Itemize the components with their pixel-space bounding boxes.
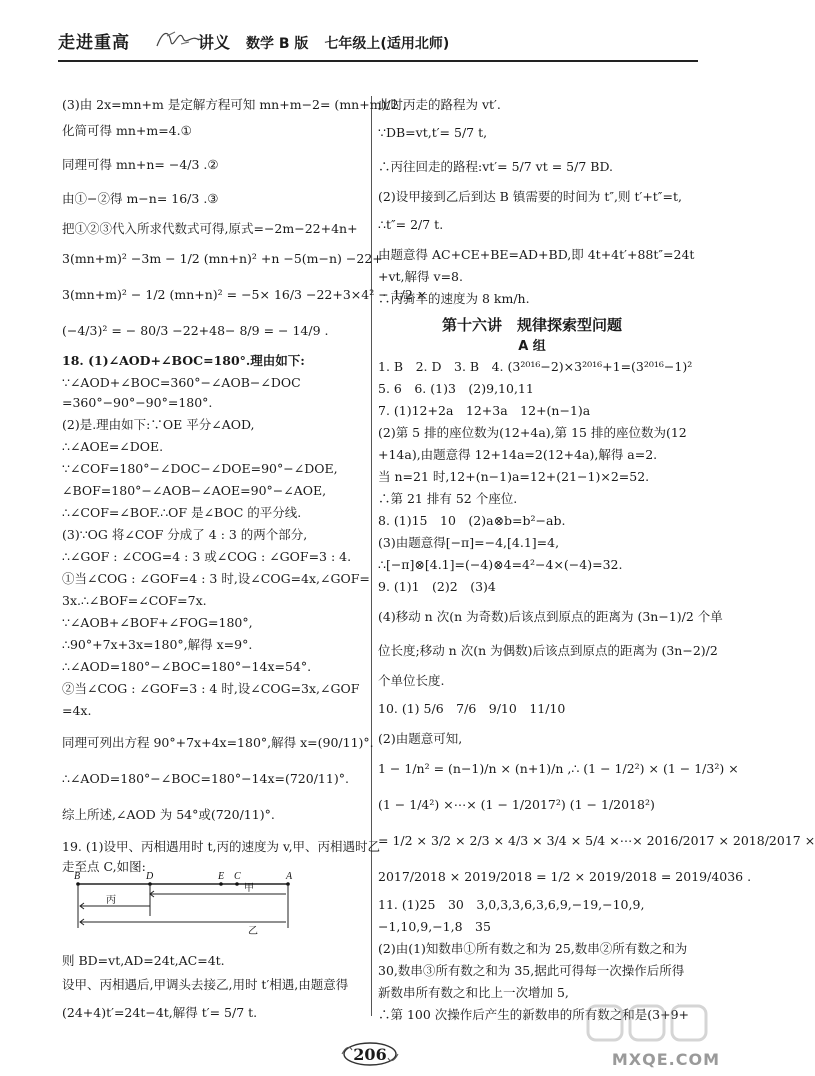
- text-line: ②当∠COG : ∠GOF=3 : 4 时,设∠COG=3x,∠GOF: [62, 681, 360, 696]
- header-subject: 数学 B 版: [246, 36, 309, 52]
- text-line: ①当∠COG : ∠GOF=4 : 3 时,设∠COG=4x,∠GOF=: [62, 571, 370, 586]
- column-divider: [371, 96, 372, 1016]
- text-line: ∵DB=vt,t′= 5/7 t,: [378, 125, 488, 140]
- distance-diagram: [68, 870, 298, 940]
- header-lecture: 讲义: [198, 33, 231, 52]
- text-line: ∵∠COF=180°−∠DOC−∠DOE=90°−∠DOE,: [62, 461, 338, 476]
- text-line: (2)设甲接到乙后到达 B 镇需要的时间为 t″,则 t′+t″=t,: [378, 189, 682, 204]
- text-line: 10. (1) 5/6 7/6 9/10 11/10: [378, 701, 566, 716]
- text-line: (1 − 1/4²) ×⋯× (1 − 1/2017²) (1 − 1/2018²): [378, 797, 655, 812]
- text-line: ∵∠AOD+∠BOC=360°−∠AOB−∠DOC: [62, 375, 301, 390]
- text-line: 19. (1)设甲、丙相遇用时 t,丙的速度为 v,甲、丙相遇时乙: [62, 839, 381, 854]
- text-line: 2017/2018 × 2019/2018 = 1/2 × 2019/2018 = 2019/4036 .: [378, 869, 752, 884]
- text-line: 同理可得 mn+n= −4/3 .②: [62, 157, 219, 172]
- text-line: 此时丙走的路程为 vt′.: [378, 97, 501, 112]
- text-line: = 1/2 × 3/2 × 2/3 × 4/3 × 3/4 × 5/4 ×⋯× 2016/2017 × 2018/2017 ×: [378, 833, 815, 848]
- header-rule: [58, 60, 698, 62]
- text-line: ∴∠AOD=180°−∠BOC=180°−14x=54°.: [62, 659, 312, 674]
- label-bing: 丙: [106, 895, 116, 906]
- text-line: 新数串所有数之和比上一次增加 5,: [378, 985, 569, 1000]
- text-line: 走至点 C,如图:: [62, 859, 146, 874]
- text-line: 把①②③代入所求代数式可得,原式=−2m−22+4n+: [62, 221, 358, 236]
- text-line: 化简可得 mn+m=4.①: [62, 123, 192, 138]
- text-line: 个单位长度.: [378, 673, 445, 688]
- text-line: 3x.∴∠BOF=∠COF=7x.: [62, 593, 207, 608]
- text-line: ∠BOF=180°−∠AOB−∠AOE=90°−∠AOE,: [62, 483, 327, 498]
- text-line: 综上所述,∠AOD 为 54°或(720/11)°.: [62, 807, 275, 822]
- text-line: ∴∠AOE=∠DOE.: [62, 439, 164, 454]
- text-line: 3(mn+m)² − 1/2 (mn+n)² = −5× 16/3 −22+3×4² − 1/2 ×: [62, 287, 428, 302]
- text-line: 3(mn+m)² −3m − 1/2 (mn+n)² +n −5(m−n) −22+: [62, 251, 383, 266]
- text-line: 18. (1)∠AOD+∠BOC=180°.理由如下:: [62, 353, 305, 368]
- text-line: ∴∠GOF : ∠COG=4 : 3 或∠COG : ∠GOF=3 : 4.: [62, 549, 352, 564]
- point-label-c: C: [234, 871, 241, 882]
- watermark-text: MXQE.COM: [611, 1050, 720, 1069]
- text-line: ∴丙往回走的路程:vt′= 5/7 vt = 5/7 BD.: [378, 159, 614, 174]
- point-label-b: B: [74, 871, 81, 882]
- group-title: A 组: [518, 339, 546, 354]
- text-line: +14a),由题意得 12+14a=2(12+4a),解得 a=2.: [378, 447, 658, 462]
- text-line: ∵∠AOB+∠BOF+∠FOG=180°,: [62, 615, 253, 630]
- point-label-e: E: [218, 871, 225, 882]
- text-line: 11. (1)25 30 3,0,3,3,6,3,6,9,−19,−10,9,: [378, 897, 645, 912]
- text-line: 当 n=21 时,12+(n−1)a=12+(21−1)×2=52.: [378, 469, 650, 484]
- header-brand: 走进重高: [58, 33, 130, 53]
- text-line: −1,10,9,−1,8 35: [378, 919, 491, 934]
- text-line: 9. (1)1 (2)2 (3)4: [378, 579, 496, 594]
- text-line: (3)由题意得[−π]=−4,[4.1]=4,: [378, 535, 560, 550]
- text-line: 则 BD=vt,AD=24t,AC=4t.: [62, 953, 225, 968]
- text-line: ∴t″= 2/7 t.: [378, 217, 444, 232]
- text-line: ∴第 100 次操作后产生的新数串的所有数之和是(3+9+: [378, 1007, 690, 1022]
- section-title: 第十六讲 规律探索型问题: [441, 316, 622, 334]
- text-line: 同理可列出方程 90°+7x+4x=180°,解得 x=(90/11)°.: [62, 735, 374, 750]
- text-line: 30,数串③所有数之和为 35,据此可得每一次操作后所得: [378, 963, 685, 978]
- text-line: (2)由题意可知,: [378, 731, 463, 746]
- text-line: ∴[−π]⊗[4.1]=(−4)⊗4=4²−4×(−4)=32.: [378, 557, 623, 572]
- text-line: ∴90°+7x+3x=180°,解得 x=9°.: [62, 637, 253, 652]
- point-c: [235, 882, 239, 886]
- text-line: 由①−②得 m−n= 16/3 .③: [62, 191, 219, 206]
- text-line: 设甲、丙相遇后,甲调头去接乙,用时 t′相遇,由题意得: [62, 977, 349, 992]
- text-line: ∴第 21 排有 52 个座位.: [378, 491, 518, 506]
- text-line: 位长度;移动 n 次(n 为偶数)后该点到原点的距离为 (3n−2)/2: [378, 643, 718, 658]
- label-jia: 甲: [244, 883, 254, 894]
- text-line: ∴丙骑车的速度为 8 km/h.: [378, 291, 530, 306]
- text-line: +vt,解得 v=8.: [378, 269, 463, 284]
- text-line: =360°−90°−90°=180°.: [62, 395, 213, 410]
- page-number: [340, 1040, 400, 1068]
- text-line: ∴∠AOD=180°−∠BOC=180°−14x=(720/11)°.: [62, 771, 349, 786]
- page-number-text: 206: [353, 1044, 387, 1064]
- text-line: 由题意得 AC+CE+BE=AD+BD,即 4t+4t′+88t″=24t: [378, 247, 695, 262]
- text-line: (2)第 5 排的座位数为(12+4a),第 15 排的座位数为(12: [378, 425, 687, 440]
- point-e: [219, 882, 223, 886]
- text-line: ∴∠COF=∠BOF.∴OF 是∠BOC 的平分线.: [62, 505, 302, 520]
- text-line: (3)由 2x=mn+m 是定解方程可知 mn+m−2= (mn+m)/2 ,: [62, 97, 407, 112]
- page-header: [58, 28, 698, 68]
- decorative-scribble-icon: [153, 24, 203, 52]
- text-line: (24+4)t′=24t−4t,解得 t′= 5/7 t.: [62, 1005, 258, 1020]
- text-line: 1. B 2. D 3. B 4. (3²⁰¹⁶−2)×3²⁰¹⁶+1=(3²⁰¹⁶−1)²: [378, 359, 693, 374]
- header-grade: 七年级上(适用北师): [324, 36, 450, 52]
- text-line: 7. (1)12+2a 12+3a 12+(n−1)a: [378, 403, 591, 418]
- text-line: (−4/3)² = − 80/3 −22+48− 8/9 = − 14/9 .: [62, 323, 329, 338]
- text-line: =4x.: [62, 703, 92, 718]
- text-line: (2)由(1)知数串①所有数之和为 25,数串②所有数之和为: [378, 941, 688, 956]
- text-line: 1 − 1/n² = (n−1)/n × (n+1)/n ,∴ (1 − 1/2²) × (1 − 1/3²) ×: [378, 761, 739, 776]
- label-yi: 乙: [248, 926, 258, 937]
- text-line: (4)移动 n 次(n 为奇数)后该点到原点的距离为 (3n−1)/2 个单: [378, 609, 723, 624]
- point-label-d: D: [146, 871, 154, 882]
- text-line: (3)∵OG 将∠COF 分成了 4 : 3 的两个部分,: [62, 527, 308, 542]
- point-label-a: A: [286, 871, 293, 882]
- text-line: 5. 6 6. (1)3 (2)9,10,11: [378, 381, 534, 396]
- text-line: (2)是.理由如下:∵OE 平分∠AOD,: [62, 417, 255, 432]
- text-line: 8. (1)15 10 (2)a⊗b=b²−ab.: [378, 513, 566, 528]
